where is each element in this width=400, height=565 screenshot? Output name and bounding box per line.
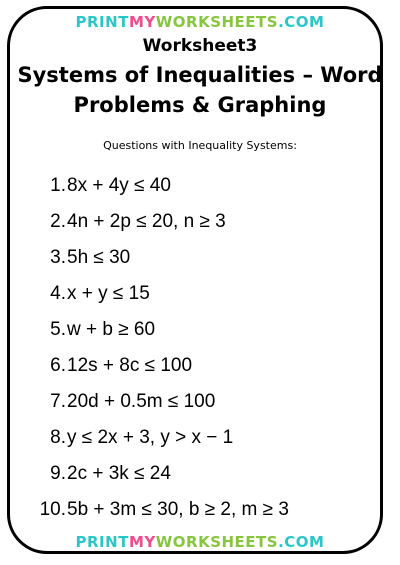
brand-com: .COM	[278, 533, 325, 551]
brand-worksheets: WORKSHEETS	[155, 533, 279, 551]
brand-com: .COM	[278, 13, 325, 31]
problem-item	[0, 240, 400, 276]
problem-text: 5h ≤ 30	[67, 247, 131, 268]
problem-item	[0, 420, 400, 456]
problem-item	[0, 348, 400, 384]
problem-text: 4n + 2p ≤ 20, n ≥ 3	[67, 211, 226, 232]
problem-text: 12s + 8c ≤ 100	[67, 355, 193, 376]
problem-text: 8x + 4y ≤ 40	[67, 175, 171, 196]
problem-list	[0, 168, 400, 528]
problem-number: 10.	[39, 499, 66, 520]
title-line-1: Systems of Inequalities – Word	[17, 63, 383, 87]
worksheet-title	[0, 60, 400, 120]
brand-my: MY	[128, 13, 156, 31]
problem-item	[0, 492, 400, 528]
problem-item	[0, 456, 400, 492]
problem-item	[0, 168, 400, 204]
problem-number: 6.	[50, 355, 66, 376]
title-line-2: Problems & Graphing	[73, 93, 327, 117]
problem-item	[0, 204, 400, 240]
problem-item	[0, 384, 400, 420]
problem-number: 8.	[50, 427, 66, 448]
brand-logo-bottom	[0, 533, 400, 551]
worksheet-label: Worksheet3	[142, 36, 258, 56]
problem-text: x + y ≤ 15	[67, 283, 150, 304]
problem-number: 4.	[50, 283, 66, 304]
brand-worksheets: WORKSHEETS	[155, 13, 279, 31]
instructions: Questions with Inequality Systems:	[103, 139, 297, 152]
problem-text: 20d + 0.5m ≤ 100	[67, 391, 216, 412]
problem-text: 5b + 3m ≤ 30, b ≥ 2, m ≥ 3	[67, 499, 289, 520]
problem-text: w + b ≥ 60	[67, 319, 156, 340]
problem-number: 5.	[50, 319, 66, 340]
problem-item	[0, 276, 400, 312]
problem-text: y ≤ 2x + 3, y > x − 1	[67, 427, 234, 448]
problem-number: 1.	[50, 175, 66, 196]
problem-number: 3.	[50, 247, 66, 268]
brand-print: PRINT	[75, 533, 129, 551]
problem-number: 7.	[50, 391, 66, 412]
brand-my: MY	[128, 533, 156, 551]
problem-text: 2c + 3k ≤ 24	[67, 463, 171, 484]
problem-item	[0, 312, 400, 348]
brand-logo-top	[0, 13, 400, 31]
problem-number: 9.	[50, 463, 66, 484]
problem-number: 2.	[50, 211, 66, 232]
brand-print: PRINT	[75, 13, 129, 31]
